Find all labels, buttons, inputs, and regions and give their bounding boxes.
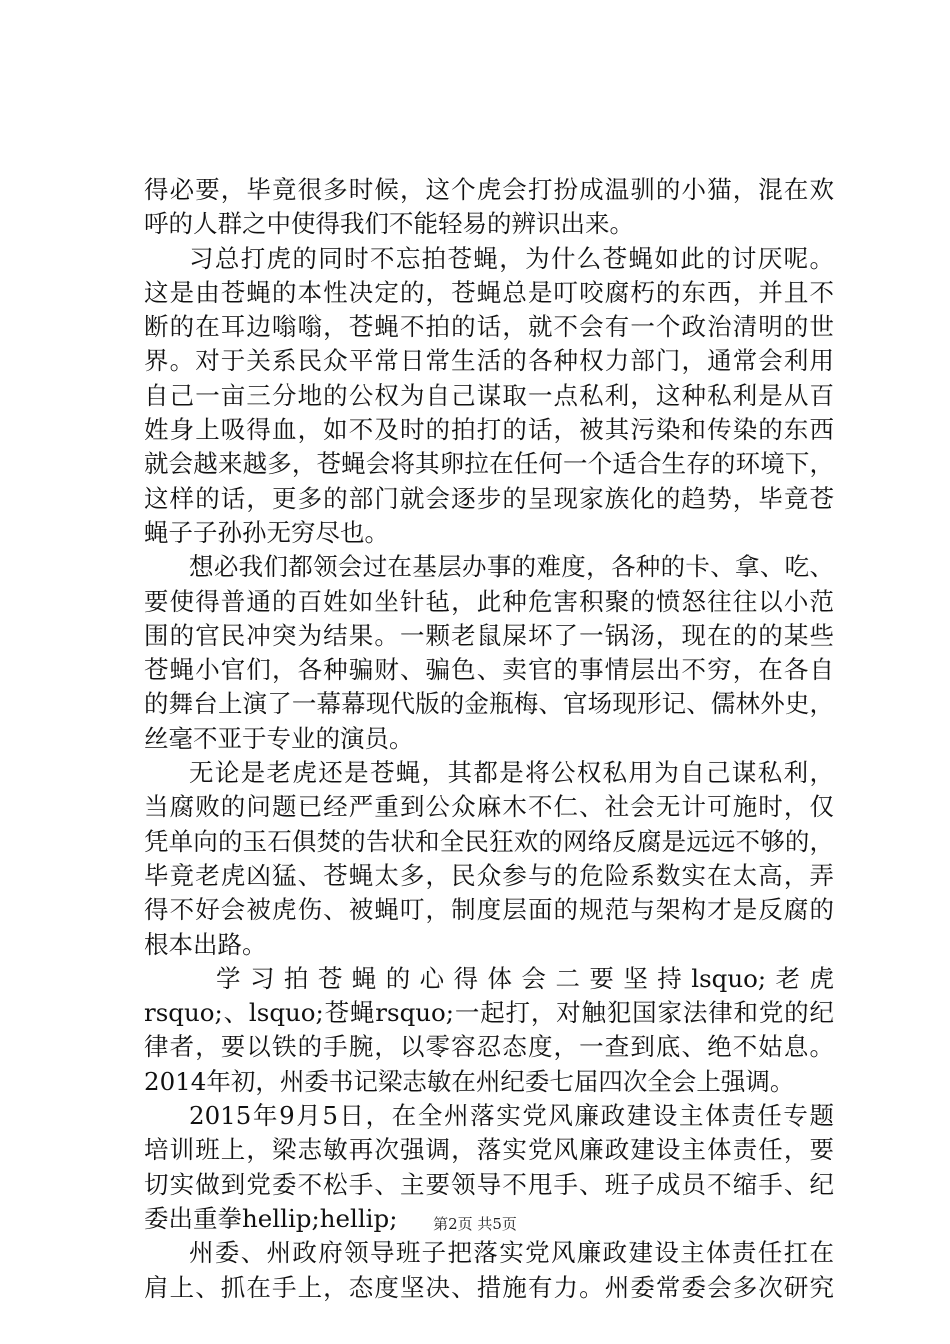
text-line: 习总打虎的同时不忘拍苍蝇，为什么苍蝇如此的讨厌呢。 [189, 243, 834, 273]
text-line: 这样的话，更多的部门就会逐步的呈现家族化的趋势，毕竟苍 [144, 483, 834, 513]
text-line: 得不好会被虎伤、被蝇叮，制度层面的规范与架构才是反腐的 [144, 895, 834, 925]
text-line: 肩上、抓在手上，态度坚决、措施有力。州委常委会多次研究 [144, 1272, 834, 1302]
text-line: rsquo;、lsquo;苍蝇rsquo;一起打，对触犯国家法律和党的纪 [144, 998, 834, 1028]
page-number-footer: 第2页 共5页 [433, 1215, 517, 1233]
text-line: 要使得普通的百姓如坐针毡，此种危害积聚的愤怒往往以小范 [144, 586, 834, 616]
text-line: 的舞台上演了一幕幕现代版的金瓶梅、官场现形记、儒林外史， [144, 689, 834, 719]
text-line: 丝毫不亚于专业的演员。 [144, 723, 414, 753]
text-line: 根本出路。 [144, 929, 267, 959]
text-line: 这是由苍蝇的本性决定的，苍蝇总是叮咬腐朽的东西，并且不 [144, 277, 834, 307]
text-line: 2015年9月5日，在全州落实党风廉政建设主体责任专题 [189, 1101, 834, 1131]
text-line: 自己一亩三分地的公权为自己谋取一点私利，这种私利是从百 [144, 380, 834, 410]
text-line: 培训班上，梁志敏再次强调，落实党风廉政建设主体责任，要 [144, 1135, 834, 1165]
document-body [144, 173, 834, 1305]
text-line: 界。对于关系民众平常日常生活的各种权力部门，通常会利用 [144, 346, 834, 376]
text-line: 州委、州政府领导班子把落实党风廉政建设主体责任扛在 [189, 1238, 834, 1268]
text-line: 凭单向的玉石俱焚的告状和全民狂欢的网络反腐是远远不够的， [144, 826, 834, 856]
text-line: 就会越来越多，苍蝇会将其卵拉在任何一个适合生存的环境下， [144, 449, 834, 479]
text-line: 蝇子子孙孙无穷尽也。 [144, 517, 389, 547]
text-line: 姓身上吸得血，如不及时的拍打的话，被其污染和传染的东西 [144, 415, 834, 445]
text-line: 当腐败的问题已经严重到公众麻木不仁、社会无计可施时，仅 [144, 792, 834, 822]
text-line: 2014年初，州委书记梁志敏在州纪委七届四次全会上强调。 [144, 1066, 795, 1096]
text-line: 断的在耳边嗡嗡，苍蝇不拍的话，就不会有一个政治清明的世 [144, 312, 834, 342]
text-line: 呼的人群之中使得我们不能轻易的辨识出来。 [144, 209, 634, 239]
text-line: 得必要，毕竟很多时候，这个虎会打扮成温驯的小猫，混在欢 [144, 175, 834, 204]
text-line: 毕竟老虎凶猛、苍蝇太多，民众参与的危险系数实在太高，弄 [144, 860, 834, 890]
text-line: 想必我们都领会过在基层办事的难度，各种的卡、拿、吃、 [189, 552, 834, 582]
text-line: 切实做到党委不松手、主要领导不甩手、班子成员不缩手、纪 [144, 1169, 834, 1199]
text-line: 苍蝇小官们，各种骗财、骗色、卖官的事情层出不穷，在各自 [144, 655, 834, 685]
text-line: 学习拍苍蝇的心得体会二要坚持lsquo;老虎 [216, 963, 834, 993]
text-line: 委出重拳hellip;hellip; [144, 1203, 398, 1233]
text-line: 无论是老虎还是苍蝇，其都是将公权私用为自己谋私利， [189, 758, 834, 788]
text-line: 律者，要以铁的手腕，以零容忍态度，一查到底、绝不姑息。 [144, 1032, 834, 1062]
text-line: 围的官民冲突为结果。一颗老鼠屎坏了一锅汤，现在的的某些 [144, 620, 834, 650]
